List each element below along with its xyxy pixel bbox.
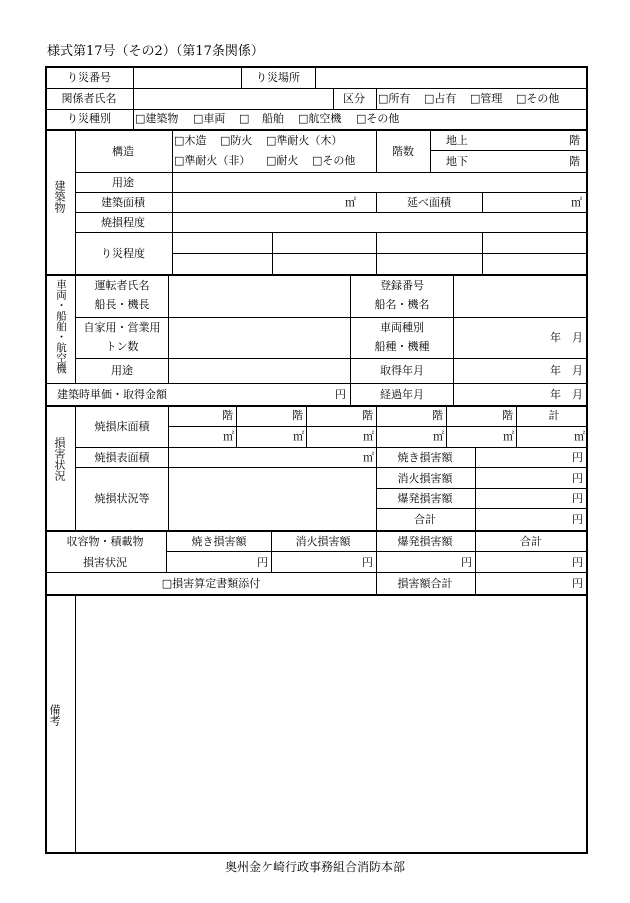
floor-m2-4: ㎡ (433, 430, 444, 443)
structure-other: □その他 (312, 154, 356, 167)
type-option-other: □その他 (356, 112, 400, 125)
acquired-label: 取得年月 (380, 364, 424, 377)
floor-m2-5: ㎡ (503, 430, 514, 443)
private-commercial-label: 自家用・営業用 (83, 321, 161, 334)
col-line (376, 232, 377, 274)
acquired-year-month: 年 月 (550, 364, 583, 377)
vehicle-use-label: 用途 (111, 364, 133, 377)
total-loss-yen: 円 (572, 577, 583, 590)
col-line (376, 530, 377, 594)
col-line (376, 88, 377, 109)
row-line (376, 508, 588, 509)
type-option-vehicle: □車両 (193, 112, 226, 125)
burn-loss-yen: 円 (572, 451, 583, 464)
damage-section-label: 損害状況 (53, 437, 66, 481)
col-line (475, 447, 476, 530)
row-line (75, 232, 588, 233)
floor-kai-1: 階 (222, 409, 233, 422)
row-line (168, 426, 588, 427)
contents-burn-yen: 円 (257, 556, 268, 569)
disaster-no-label: り災番号 (67, 71, 111, 84)
col-line (172, 129, 173, 274)
col-line (168, 467, 169, 530)
structure-fireproof: □防火 (220, 134, 253, 147)
below-ground-label: 地下 (446, 155, 468, 168)
col-line (133, 88, 134, 109)
type-option-aircraft: □航空機 (298, 112, 342, 125)
below-kai-unit: 階 (569, 155, 580, 168)
burn-degree-label: 焼損程度 (101, 216, 145, 229)
row-line (75, 172, 588, 173)
col-line (376, 405, 377, 530)
structure-fire-resistant: □耐火 (266, 154, 299, 167)
elapsed-label: 経過年月 (380, 388, 424, 401)
remarks-label: 備考 (48, 704, 61, 726)
row-line (75, 317, 588, 318)
col-line (75, 129, 76, 274)
floor-kai-4: 階 (432, 409, 443, 422)
ship-kind-label: 船種・機種 (374, 340, 430, 353)
damage-degree-label: り災程度 (101, 247, 145, 260)
row-line (45, 530, 588, 532)
driver-label-1: 運転者氏名 (94, 279, 150, 292)
row-line (75, 467, 588, 468)
col-line (75, 594, 76, 854)
floor-m2-2: ㎡ (293, 430, 304, 443)
col-line (350, 274, 351, 405)
row-line (75, 447, 588, 448)
contents-fire-yen: 円 (362, 556, 373, 569)
damage-sum-label: 合計 (414, 513, 436, 526)
col-line (516, 405, 517, 447)
vehicle-kind-label: 車両種別 (380, 321, 424, 334)
col-line (133, 66, 134, 88)
row-line (45, 383, 588, 384)
row-line (45, 109, 588, 110)
col-line (241, 66, 242, 88)
row-line (45, 405, 588, 407)
building-area-label: 建築面積 (101, 196, 145, 209)
surface-area-unit: ㎡ (363, 451, 374, 464)
attachment-checkbox-label: □損害算定書類添付 (161, 577, 261, 590)
contents-label-1: 収容物・積載物 (66, 535, 144, 548)
contents-sum-label: 合計 (520, 535, 542, 548)
col-line (482, 232, 483, 274)
building-area-unit: ㎡ (345, 196, 356, 209)
floor-area-label: 焼損床面積 (94, 420, 150, 433)
row-line (75, 192, 588, 193)
explosion-loss-yen: 円 (572, 492, 583, 505)
row-line (166, 551, 588, 552)
form-title: 様式第17号（その2）（第17条関係） (47, 44, 264, 59)
row-line (45, 594, 588, 596)
structure-wood: □木造 (174, 134, 207, 147)
registration-label-2: 船名・機名 (374, 298, 430, 311)
col-line (133, 109, 134, 129)
floor-kai-5: 階 (502, 409, 513, 422)
col-line (75, 274, 76, 383)
category-option-manager: □管理 (470, 92, 503, 105)
col-line (376, 192, 377, 212)
structure-semi-wood: □準耐火（木） (266, 134, 343, 147)
col-line (453, 274, 454, 405)
status-label: 焼損状況等 (94, 492, 150, 505)
explosion-loss-label: 爆発損害額 (397, 492, 453, 505)
col-line (168, 405, 169, 467)
total-floor-area-unit: ㎡ (571, 196, 582, 209)
floor-m2-1: ㎡ (223, 430, 234, 443)
row-line (430, 150, 588, 151)
fire-loss-yen: 円 (572, 472, 583, 485)
row-line (376, 488, 588, 489)
type-option-ship: 船舶 (262, 112, 284, 125)
type-option-checkbox: □ (239, 112, 250, 125)
burn-loss-label: 焼き損害額 (397, 451, 453, 464)
category-option-occupant: □占有 (424, 92, 457, 105)
col-line (446, 405, 447, 447)
contents-explosion-loss-label: 爆発損害額 (397, 535, 453, 548)
kind-year-month: 年 月 (550, 331, 583, 344)
footer-issuer: 奥州金ケ崎行政事務組合消防本部 (224, 860, 406, 874)
floor-kai-2: 階 (292, 409, 303, 422)
col-line (430, 129, 431, 172)
surface-area-label: 焼損表面積 (94, 451, 150, 464)
use-label: 用途 (112, 176, 134, 189)
col-line (166, 530, 167, 572)
structure-label: 構造 (112, 145, 134, 158)
driver-label-2: 船長・機長 (94, 298, 150, 311)
elapsed-year-month: 年 月 (550, 388, 583, 401)
category-label: 区分 (343, 92, 365, 105)
row-line (45, 88, 588, 89)
contents-label-2: 損害状況 (83, 556, 127, 569)
col-line (315, 66, 316, 88)
floors-label: 階数 (392, 145, 414, 158)
total-loss-label: 損害額合計 (397, 577, 453, 590)
col-line (306, 405, 307, 447)
col-line (376, 129, 377, 172)
floor-m2-total: ㎡ (574, 430, 585, 443)
floor-kai-3: 階 (362, 409, 373, 422)
disaster-place-label: り災場所 (256, 71, 300, 84)
damage-sum-yen: 円 (572, 513, 583, 526)
floor-total-label: 計 (548, 409, 560, 422)
building-section-label: 建築物 (53, 180, 66, 213)
above-ground-label: 地上 (446, 134, 468, 147)
registration-label-1: 登録番号 (380, 279, 424, 292)
type-option-building: □建築物 (135, 112, 179, 125)
col-line (168, 274, 169, 383)
row-line (45, 572, 588, 573)
col-line (482, 192, 483, 212)
contents-explosion-yen: 円 (461, 556, 472, 569)
unit-price-yen: 円 (335, 388, 346, 401)
above-kai-unit: 階 (569, 134, 580, 147)
structure-semi-non: □準耐火（非） (174, 154, 251, 167)
col-line (475, 530, 476, 594)
contents-burn-loss-label: 焼き損害額 (191, 535, 247, 548)
tonnage-label: トン数 (105, 340, 139, 353)
category-option-owner: □所有 (378, 92, 411, 105)
row-line (75, 358, 588, 359)
row-line (75, 212, 588, 213)
contents-sum-yen: 円 (572, 556, 583, 569)
row-line (45, 274, 588, 276)
row-line (172, 253, 588, 254)
floor-m2-3: ㎡ (363, 430, 374, 443)
row-line (45, 129, 588, 131)
related-person-label: 関係者氏名 (61, 92, 117, 105)
vehicle-section-label: 車両・船舶・航空機 (55, 279, 67, 374)
col-line (333, 88, 334, 109)
contents-fire-loss-label: 消火損害額 (295, 535, 351, 548)
col-line (75, 405, 76, 530)
category-option-other: □その他 (516, 92, 560, 105)
col-line (236, 405, 237, 447)
disaster-type-label: り災種別 (67, 112, 111, 125)
fire-loss-label: 消火損害額 (397, 472, 453, 485)
col-line (271, 530, 272, 572)
col-line (272, 232, 273, 274)
total-floor-area-label: 延べ面積 (407, 196, 451, 209)
unit-price-label: 建築時単価・取得金額 (57, 388, 167, 401)
